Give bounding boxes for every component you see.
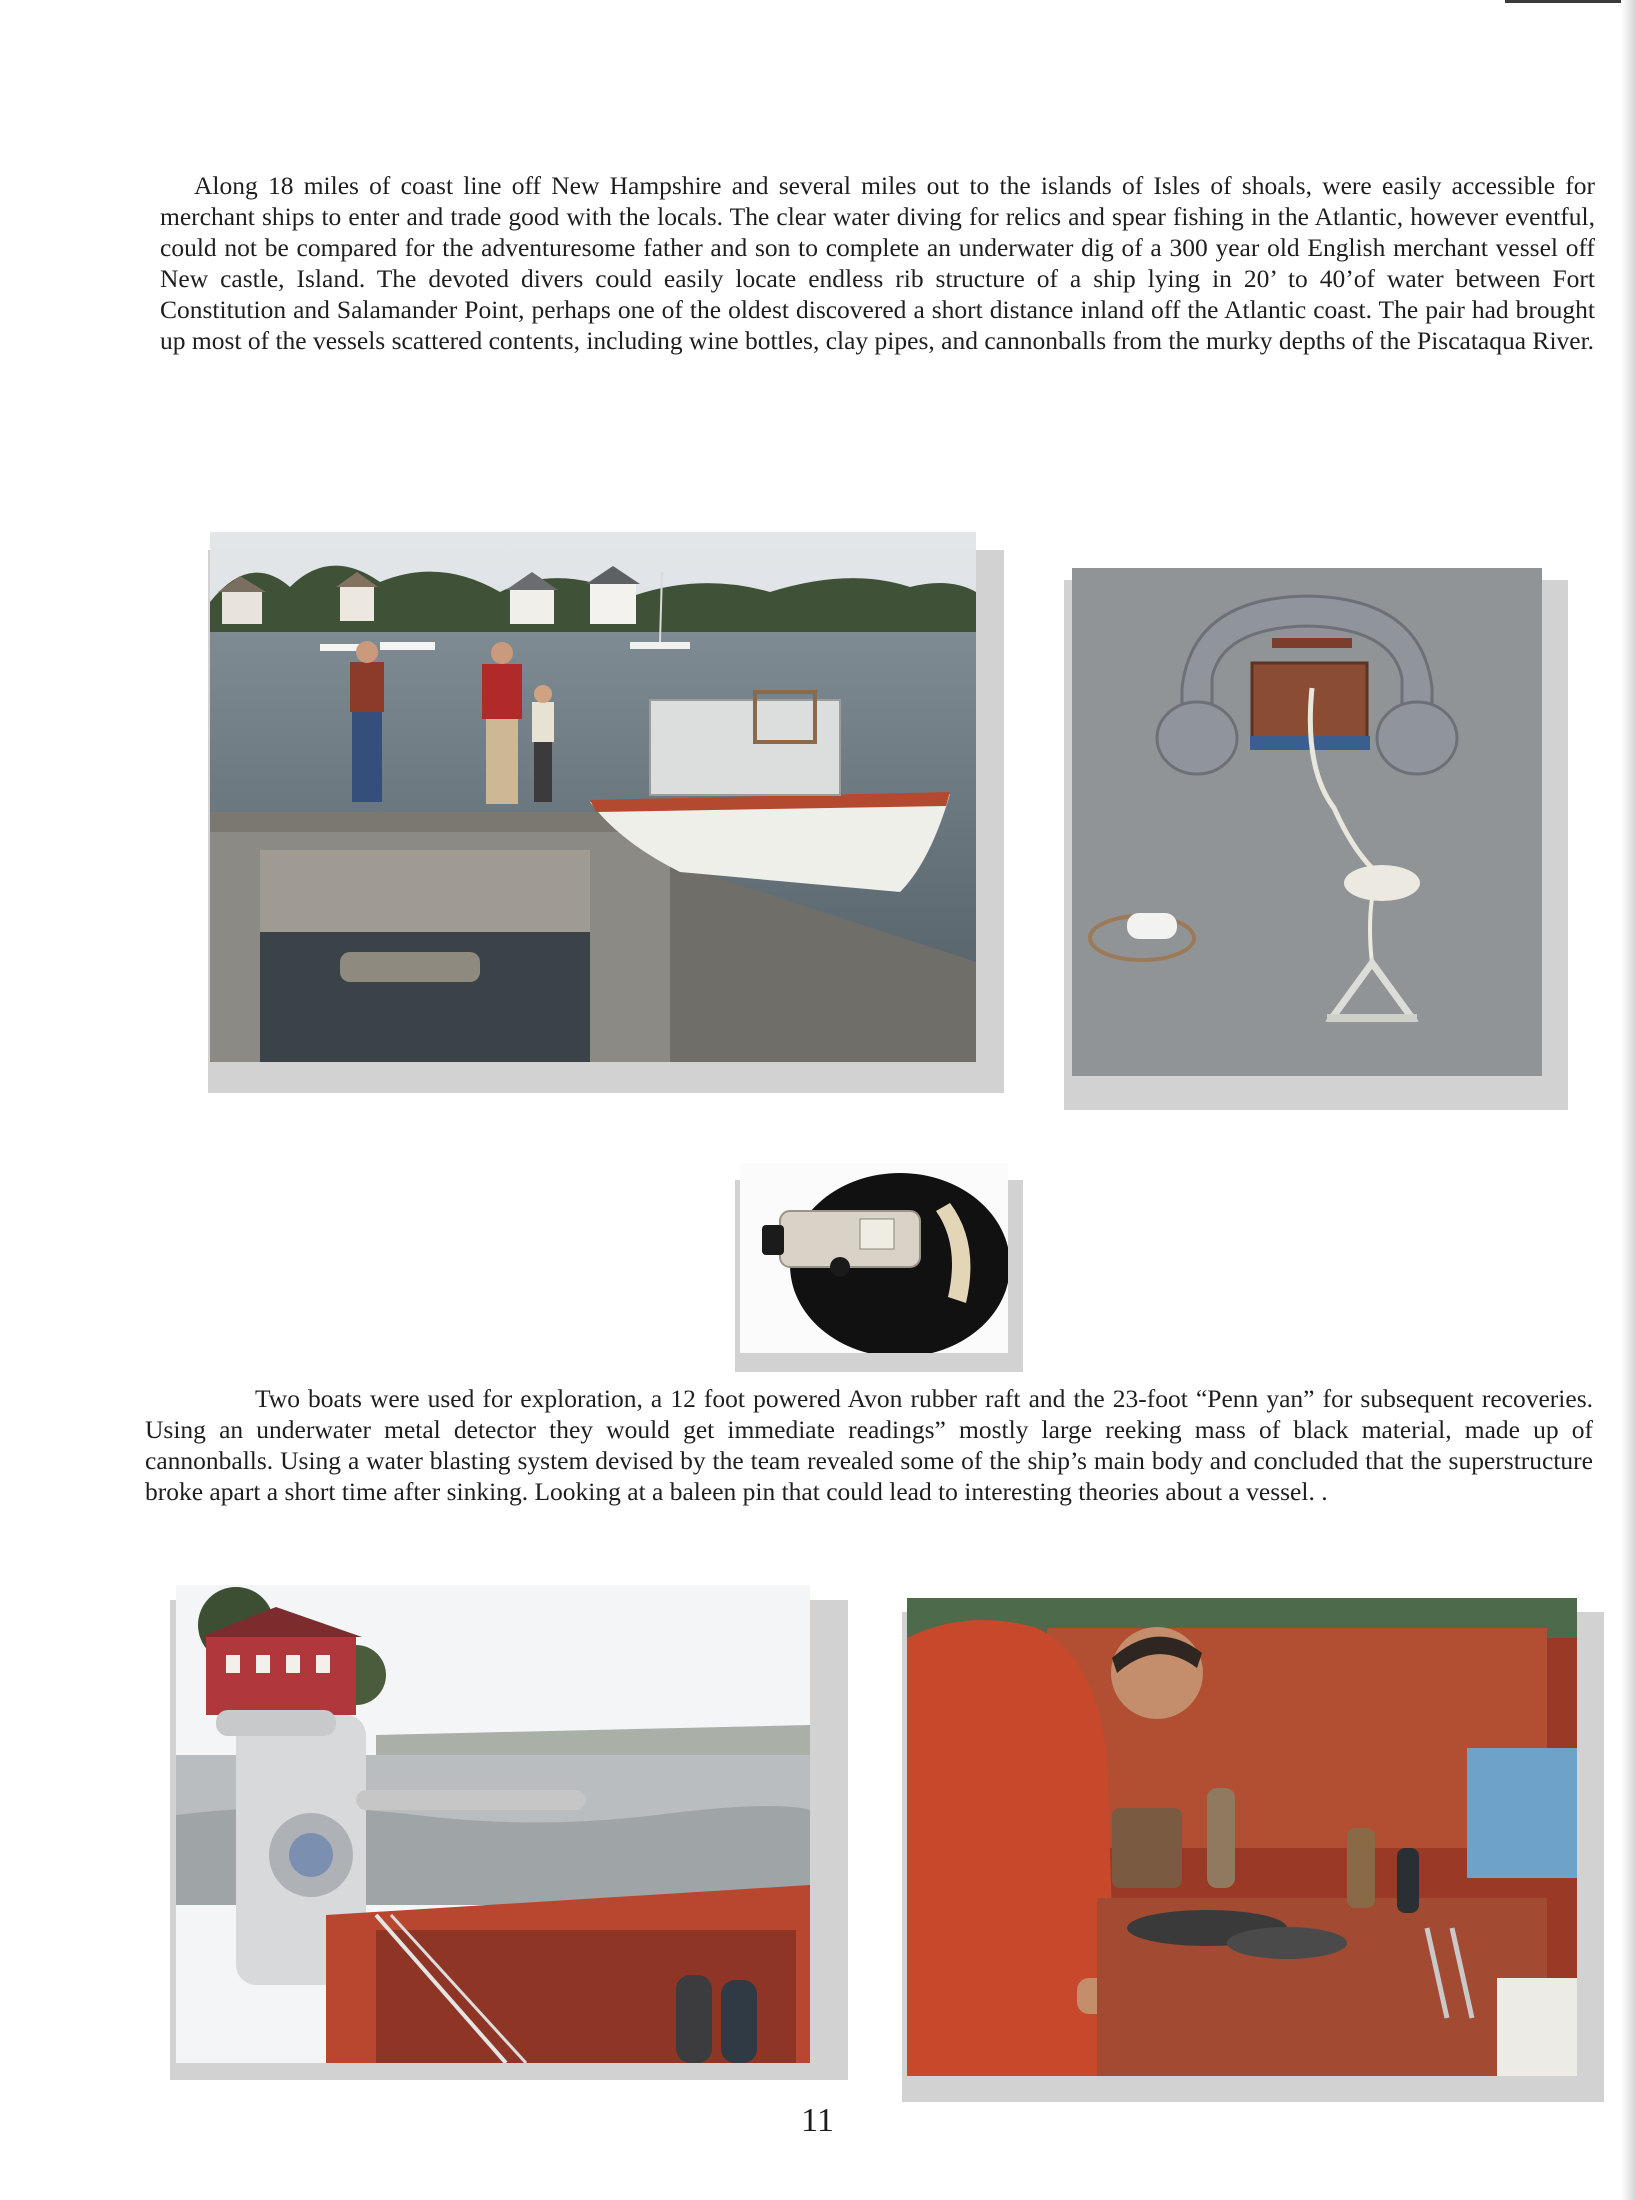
photo-shoreline-house bbox=[176, 1585, 810, 2063]
second-paragraph: Two boats were used for exploration, a 12 foot powered Avon rubber raft and the 23-foot “Penn yan” for subsequent recoveries. Using an underwater metal detector they would get immediate readings” mostly large reeking mass of black material, made up of cannonballs. Using a water blasting system devised by the team revealed some of the ship’s main body and concluded that the superstructure broke apart a short time after sinking. Looking at a baleen pin that could lead to interesting theories about a vessel. . bbox=[145, 1384, 1593, 1506]
detector-image bbox=[740, 1163, 1008, 1353]
photo-rubber-raft bbox=[1072, 568, 1542, 1076]
top-edge-line bbox=[1505, 0, 1635, 3]
artifacts-image bbox=[907, 1598, 1577, 2076]
dock-scene-image bbox=[210, 532, 976, 1062]
raft-image bbox=[1072, 568, 1542, 1076]
photo-diver-artifacts bbox=[907, 1598, 1577, 2076]
page-number: 11 bbox=[801, 2102, 834, 2139]
photo-dock-and-boat bbox=[210, 532, 976, 1062]
photo-metal-detector bbox=[740, 1163, 1008, 1353]
intro-paragraph: Along 18 miles of coast line off New Hampshire and several miles out to the islands of Isles of shoals, were easily accessible for merchant ships to enter and trade good with the locals. The clear water diving for relics and spear fishing in the Atlantic, however eventful, could not be compared for the adventuresome father and son to complete an underwater dig of a 300 year old English merchant vessel off New castle, Island. The devoted divers could easily locate endless rib structure of a ship lying in 20’ to 40’of water between Fort Constitution and Salamander Point, perhaps one of the oldest discovered a short distance inland off the Atlantic coast. The pair had brought up most of the vessels scattered contents, including wine bottles, clay pipes, and cannonballs from the murky depths of the Piscataqua River. bbox=[160, 171, 1595, 355]
shoreline-image bbox=[176, 1585, 810, 2063]
page-edge-shadow bbox=[1621, 0, 1635, 2200]
